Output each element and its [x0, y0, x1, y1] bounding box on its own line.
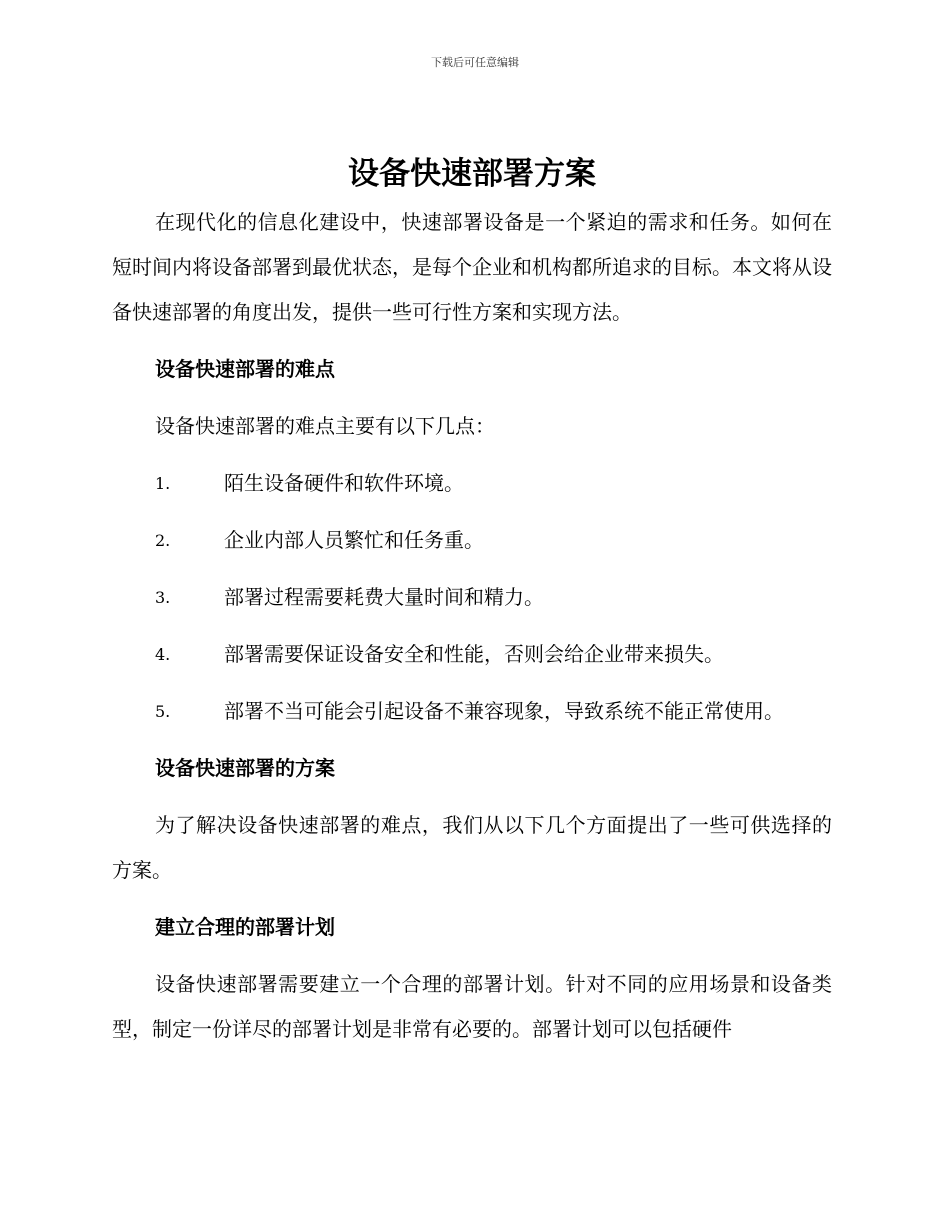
plan-paragraph: 设备快速部署需要建立一个合理的部署计划。针对不同的应用场景和设备类型，制定一份详尽的部署计划是非常有必要的。部署计划可以包括硬件 — [112, 972, 832, 1041]
list-number: 4. — [155, 645, 171, 664]
list-number: 3. — [155, 588, 171, 607]
list-text: 企业内部人员繁忙和任务重。 — [224, 528, 484, 552]
list-number: 1. — [155, 474, 171, 493]
section-heading-difficulties: 设备快速部署的难点 — [155, 357, 335, 381]
document-body — [112, 148, 832, 1052]
difficulties-lead: 设备快速部署的难点主要有以下几点： — [155, 414, 495, 438]
section-heading-plan: 建立合理的部署计划 — [155, 915, 335, 939]
list-item — [112, 575, 832, 620]
list-text: 部署需要保证设备安全和性能，否则会给企业带来损失。 — [224, 642, 724, 666]
section-heading-solutions: 设备快速部署的方案 — [155, 756, 335, 780]
list-text: 部署过程需要耗费大量时间和精力。 — [224, 585, 544, 609]
list-item — [112, 632, 832, 677]
list-number: 2. — [155, 531, 171, 550]
list-text: 陌生设备硬件和软件环境。 — [224, 471, 464, 495]
solutions-paragraph: 为了解决设备快速部署的难点，我们从以下几个方面提出了一些可供选择的方案。 — [112, 813, 832, 882]
list-item — [112, 461, 832, 506]
intro-paragraph: 在现代化的信息化建设中，快速部署设备是一个紧迫的需求和任务。如何在短时间内将设备部署到最优状态，是每个企业和机构都所追求的目标。本文将从设备快速部署的角度出发，提供一些可行性方案和实现方法。 — [112, 210, 832, 324]
list-text: 部署不当可能会引起设备不兼容现象，导致系统不能正常使用。 — [224, 699, 784, 723]
list-number: 5. — [155, 702, 171, 721]
document-title: 设备快速部署方案 — [348, 156, 596, 192]
list-item — [112, 689, 832, 734]
header-note: 下载后可任意编辑 — [431, 56, 519, 69]
list-item — [112, 518, 832, 563]
